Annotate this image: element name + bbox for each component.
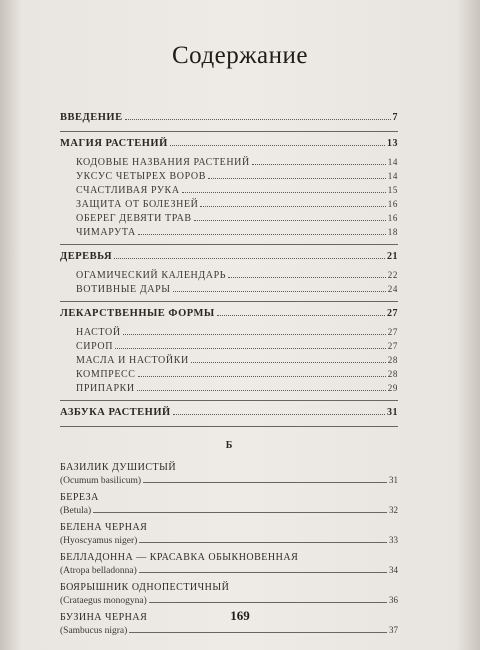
toc-subsection	[60, 268, 398, 282]
plant-latin-row	[60, 504, 398, 517]
toc-subsection-label: ЧИМАРУТА	[76, 227, 136, 238]
toc-subsection-page: 18	[387, 227, 398, 237]
dot-leader	[138, 227, 386, 235]
toc-subsection-label: ОГАМИЧЕСКИЙ КАЛЕНДАРЬ	[76, 270, 227, 281]
toc-subsection	[60, 155, 398, 169]
toc-section-page: 7	[392, 112, 398, 123]
toc-subsection-page: 24	[387, 284, 398, 294]
plant-entry	[60, 491, 398, 517]
toc-section-page: 13	[387, 138, 398, 149]
toc-section-page: 31	[387, 407, 398, 418]
toc-subsection	[60, 367, 398, 381]
plant-page: 32	[389, 505, 398, 515]
plant-entry	[60, 581, 398, 607]
dot-leader	[208, 171, 386, 179]
plant-latin-name: (Sambucus nigra)	[60, 626, 128, 636]
toc-section	[60, 110, 398, 126]
toc-subsection	[60, 325, 398, 339]
section-divider	[60, 131, 398, 132]
toc-section-label: ЛЕКАРСТВЕННЫЕ ФОРМЫ	[60, 308, 215, 319]
plant-page: 34	[389, 565, 398, 575]
toc-subsection-page: 29	[387, 383, 398, 393]
toc-subsection-page: 16	[387, 199, 398, 209]
leader-line	[139, 536, 387, 543]
toc-subsection-label: НАСТОЙ	[76, 327, 121, 338]
plant-latin-row	[60, 534, 398, 547]
toc-subsection-label: ПРИПАРКИ	[76, 383, 135, 394]
plant-page: 37	[389, 625, 398, 635]
dot-leader	[138, 369, 386, 377]
toc-section-label: МАГИЯ РАСТЕНИЙ	[60, 138, 168, 149]
toc-subsection-label: СИРОП	[76, 341, 114, 352]
dot-leader	[200, 199, 385, 207]
plant-latin-row	[60, 624, 398, 637]
toc-subsection-page: 15	[387, 185, 398, 195]
dot-leader	[228, 270, 386, 278]
leader-line	[93, 506, 387, 513]
dot-leader	[191, 355, 386, 363]
toc-section-page: 21	[387, 251, 398, 262]
toc-subsection	[60, 211, 398, 225]
plant-latin-name: (Crataegus monogyna)	[60, 596, 147, 606]
dot-leader	[194, 213, 386, 221]
dot-leader	[170, 138, 385, 146]
page-number: 169	[230, 608, 250, 623]
plant-latin-row	[60, 594, 398, 607]
toc-subsection-page: 14	[387, 171, 398, 181]
section-divider	[60, 400, 398, 401]
leader-line	[129, 626, 387, 633]
plant-latin-name: (Hyoscyamus niger)	[60, 536, 138, 546]
plant-entry	[60, 551, 398, 577]
page-title: Содержание	[172, 42, 308, 69]
leader-line	[143, 476, 387, 483]
toc-subsection-label: КОМПРЕСС	[76, 369, 136, 380]
toc-subsection-label: СЧАСТЛИВАЯ РУКА	[76, 185, 180, 196]
toc-subsection-label: МАСЛА И НАСТОЙКИ	[76, 355, 189, 366]
toc-section-label: ВВЕДЕНИЕ	[60, 112, 123, 123]
plant-page: 31	[389, 475, 398, 485]
dot-leader	[173, 284, 386, 292]
dot-leader	[125, 112, 391, 120]
toc-subsection-label: ЗАЩИТА ОТ БОЛЕЗНЕЙ	[76, 199, 199, 210]
plant-name: БЕЛЕНА ЧЕРНАЯ	[60, 522, 148, 533]
toc-subsection	[60, 282, 398, 296]
plant-latin-row	[60, 474, 398, 487]
toc-section-label: АЗБУКА РАСТЕНИЙ	[60, 407, 171, 418]
toc-sections	[60, 110, 398, 427]
plant-name: БУЗИНА ЧЕРНАЯ	[60, 612, 148, 623]
section-divider	[60, 244, 398, 245]
table-of-contents	[60, 110, 398, 641]
toc-subsection-page: 16	[387, 213, 398, 223]
letter-heading: Б	[225, 440, 233, 451]
toc-subsection	[60, 169, 398, 183]
toc-subsection-page: 28	[387, 369, 398, 379]
toc-subsection-page: 28	[387, 355, 398, 365]
toc-subsection-page: 22	[387, 270, 398, 280]
plant-entry	[60, 521, 398, 547]
plant-entry	[60, 461, 398, 487]
toc-subsection-label: ВОТИВНЫЕ ДАРЫ	[76, 284, 171, 295]
plant-name: БЕРЕЗА	[60, 492, 99, 503]
dot-leader	[217, 308, 385, 316]
leader-line	[149, 596, 387, 603]
plant-latin-name: (Betula)	[60, 506, 92, 516]
toc-subsection	[60, 197, 398, 211]
dot-leader	[123, 327, 386, 335]
dot-leader	[173, 407, 385, 415]
toc-section	[60, 405, 398, 421]
toc-subsection-page: 14	[387, 157, 398, 167]
toc-subsection-page: 27	[387, 341, 398, 351]
toc-section	[60, 249, 398, 265]
section-divider	[60, 301, 398, 302]
dot-leader	[114, 251, 385, 259]
toc-subsection	[60, 339, 398, 353]
toc-subsection-label: ОБЕРЕГ ДЕВЯТИ ТРАВ	[76, 213, 192, 224]
toc-subsection	[60, 353, 398, 367]
dot-leader	[182, 185, 386, 193]
toc-subsection-label: УКСУС ЧЕТЫРЕХ ВОРОВ	[76, 171, 206, 182]
dot-leader	[252, 157, 386, 165]
toc-subsection	[60, 225, 398, 239]
section-divider	[60, 426, 398, 427]
plant-latin-name: (Atropa belladonna)	[60, 566, 137, 576]
dot-leader	[137, 383, 386, 391]
toc-subsection	[60, 381, 398, 395]
plant-latin-name: (Ocumum basilicum)	[60, 476, 141, 486]
plant-page: 36	[389, 595, 398, 605]
plant-latin-row	[60, 564, 398, 577]
toc-subsection-page: 27	[387, 327, 398, 337]
plant-name: БОЯРЫШНИК ОДНОПЕСТИЧНЫЙ	[60, 582, 230, 593]
dot-leader	[115, 341, 386, 349]
toc-section-page: 27	[387, 308, 398, 319]
leader-line	[139, 566, 387, 573]
toc-section	[60, 306, 398, 322]
plant-name: БАЗИЛИК ДУШИСТЫЙ	[60, 462, 177, 473]
toc-subsection-label: КОДОВЫЕ НАЗВАНИЯ РАСТЕНИЙ	[76, 157, 250, 168]
toc-section	[60, 136, 398, 152]
toc-section-label: ДЕРЕВЬЯ	[60, 251, 113, 262]
plant-name: БЕЛЛАДОННА — КРАСАВКА ОБЫКНОВЕННАЯ	[60, 552, 299, 563]
plant-page: 33	[389, 535, 398, 545]
toc-subsection	[60, 183, 398, 197]
